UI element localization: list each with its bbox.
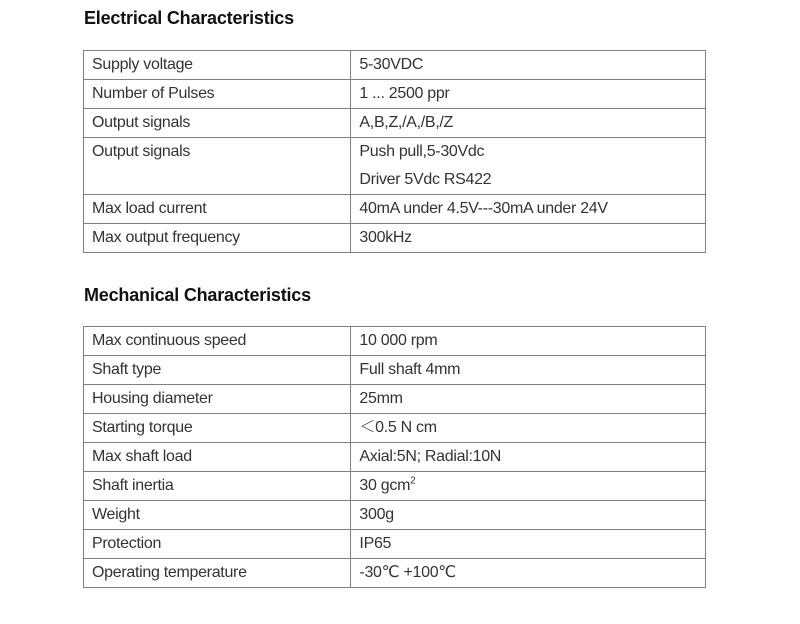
table-row xyxy=(84,559,706,588)
param-cell: Output signals xyxy=(84,138,351,195)
param-cell: Max continuous speed xyxy=(84,327,351,356)
param-cell: Max shaft load xyxy=(84,443,351,472)
table-row xyxy=(84,443,706,472)
value-cell: 10 000 rpm xyxy=(351,327,706,356)
value-line: Driver 5Vdc RS422 xyxy=(359,171,492,188)
value-cell xyxy=(351,472,706,501)
electrical-section-title: Electrical Characteristics xyxy=(84,8,294,28)
table-row xyxy=(84,472,706,501)
value-cell: 40mA under 4.5V---30mA under 24V xyxy=(351,195,706,224)
table-row xyxy=(84,356,706,385)
param-cell: Operating temperature xyxy=(84,559,351,588)
param-cell: Shaft type xyxy=(84,356,351,385)
superscript: 2 xyxy=(410,475,416,487)
table-row xyxy=(84,138,706,195)
value-cell: 300kHz xyxy=(351,224,706,253)
table-row xyxy=(84,530,706,559)
param-cell: Max load current xyxy=(84,195,351,224)
param-cell: Starting torque xyxy=(84,414,351,443)
param-cell: Output signals xyxy=(84,109,351,138)
value-cell: IP65 xyxy=(351,530,706,559)
table-row xyxy=(84,109,706,138)
value-cell: 25mm xyxy=(351,385,706,414)
value-line: Push pull,5-30Vdc xyxy=(359,143,485,160)
param-cell: Weight xyxy=(84,501,351,530)
table-row xyxy=(84,224,706,253)
value-cell: Axial:5N; Radial:10N xyxy=(351,443,706,472)
value-cell: 5-30VDC xyxy=(351,51,706,80)
table-row xyxy=(84,414,706,443)
table-row xyxy=(84,195,706,224)
value-cell: Full shaft 4mm xyxy=(351,356,706,385)
value-cell xyxy=(351,138,706,195)
param-cell: Housing diameter xyxy=(84,385,351,414)
param-cell: Max output frequency xyxy=(84,224,351,253)
table-row xyxy=(84,327,706,356)
value-text: 30 gcm xyxy=(359,477,411,494)
value-cell: ＜0.5 N cm xyxy=(351,414,706,443)
param-cell: Number of Pulses xyxy=(84,80,351,109)
value-cell: -30℃ +100℃ xyxy=(351,559,706,588)
table-row xyxy=(84,51,706,80)
electrical-characteristics-table xyxy=(83,50,706,253)
mechanical-characteristics-table xyxy=(83,326,706,588)
table-row xyxy=(84,501,706,530)
param-cell: Shaft inertia xyxy=(84,472,351,501)
table-row xyxy=(84,385,706,414)
value-cell: 1 ... 2500 ppr xyxy=(351,80,706,109)
table-row xyxy=(84,80,706,109)
value-cell: A,B,Z,/A,/B,/Z xyxy=(351,109,706,138)
mechanical-section-title: Mechanical Characteristics xyxy=(84,285,311,305)
param-cell: Protection xyxy=(84,530,351,559)
param-cell: Supply voltage xyxy=(84,51,351,80)
value-cell: 300g xyxy=(351,501,706,530)
